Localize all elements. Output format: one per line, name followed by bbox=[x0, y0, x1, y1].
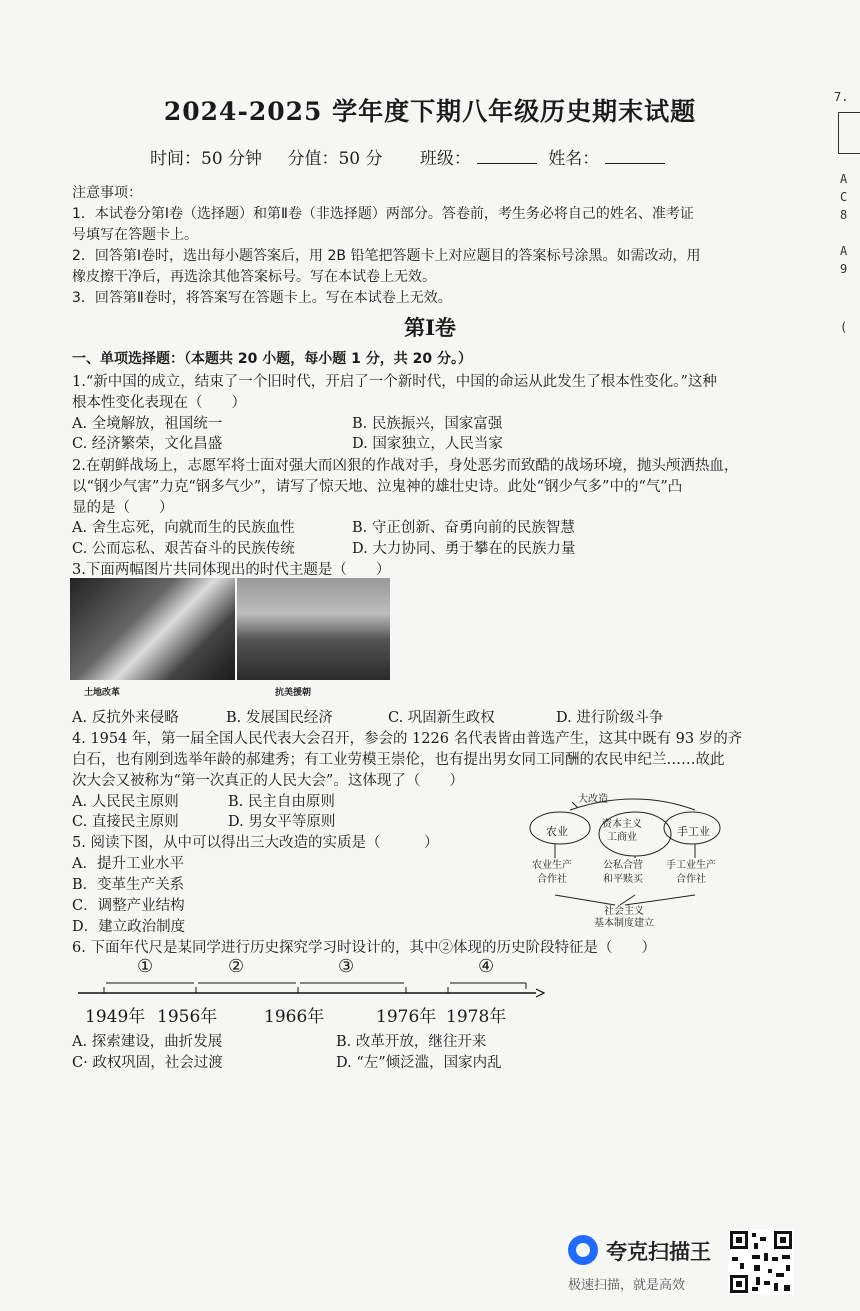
timeline-year: 1976年 bbox=[376, 1007, 437, 1027]
q1-line: 1.“新中国的成立，结束了一个旧时代，开启了一个新时代，中国的命运从此发生了根本性变化。”这种 bbox=[72, 374, 717, 390]
edge-fragment: A bbox=[840, 244, 848, 258]
q4-option-a: A. 人民民主原则 bbox=[72, 794, 179, 810]
photo-caption-1: 土地改革 bbox=[84, 688, 121, 698]
timeline-marker-2: ② bbox=[228, 956, 245, 977]
q1-option-b: B. 民族振兴，国家富强 bbox=[352, 416, 503, 432]
q5-option-c: C．调整产业结构 bbox=[72, 898, 185, 914]
edge-fragment: C bbox=[840, 190, 848, 204]
section-title: 第Ⅰ卷 bbox=[404, 315, 456, 340]
class-label: 班级： bbox=[419, 149, 471, 169]
q3-option-b: B. 发展国民经济 bbox=[226, 710, 333, 726]
diagram-node-handicraft: 手工业 bbox=[677, 825, 710, 838]
q6-option-d: D. “左”倾泛滥，国家内乱 bbox=[336, 1055, 502, 1071]
q6-option-c: C· 政权巩固，社会过渡 bbox=[72, 1055, 223, 1071]
q4-line: 白石，也有刚到选举年龄的郝建秀；有工业劳模王崇伦，也有提出男女同工同酬的农民申纪兰……故此 bbox=[72, 752, 725, 768]
timeline-year: 1949年 bbox=[85, 1007, 146, 1027]
q5-line: 5. 阅读下图，从中可以得出三大改造的实质是（ ） bbox=[72, 835, 439, 851]
q1-option-c: C. 经济繁荣，文化昌盛 bbox=[72, 436, 223, 452]
q4-line: 次大会又被称为“第一次真正的人民大会”。这体现了（ ） bbox=[72, 773, 464, 789]
q3-line: 3.下面两幅图片共同体现出的时代主题是（ ） bbox=[72, 562, 391, 578]
name-label: 姓名： bbox=[548, 149, 600, 169]
q6-option-a: A. 探索建设，曲折发展 bbox=[72, 1034, 223, 1050]
edge-fragment: 9 bbox=[840, 262, 848, 276]
timeline-year: 1966年 bbox=[264, 1007, 325, 1027]
scanner-logo-icon bbox=[568, 1235, 598, 1265]
part-heading: 一、单项选择题：（本题共 20 小题，每小题 1 分，共 20 分。） bbox=[72, 351, 472, 367]
notes-heading: 注意事项： bbox=[72, 185, 142, 201]
class-blank bbox=[477, 149, 537, 164]
qr-code-icon bbox=[728, 1229, 794, 1295]
timeline-year: 1978年 bbox=[446, 1007, 507, 1027]
diagram-node-capitalist: 资本主义 工商业 bbox=[602, 819, 642, 843]
exam-title: 2024-2025 学年度下期八年级历史期末试题 bbox=[163, 97, 697, 126]
adjacent-page-box bbox=[838, 112, 860, 154]
diagram-bottom-label: 社会主义 基本制度建立 bbox=[594, 906, 654, 929]
timeline-year: 1956年 bbox=[157, 1007, 218, 1027]
q4-line: 4. 1954 年，第一届全国人民代表大会召开，参会的 1226 名代表皆由普选产生，这其中既有 93 岁的齐 bbox=[72, 731, 743, 747]
diagram-node-agriculture: 农业 bbox=[546, 825, 568, 838]
q5-option-d: D．建立政治制度 bbox=[72, 919, 186, 935]
diagram-result-2: 公私合营 和平赎买 bbox=[603, 860, 643, 885]
note-line: 2．回答第Ⅰ卷时，选出每小题答案后，用 2B 铅笔把答题卡上对应题目的答案标号涂黑。如需改动，用 bbox=[72, 248, 701, 264]
note-line: 号填写在答题卡上。 bbox=[72, 227, 198, 243]
diagram-result-3: 手工业生产 合作社 bbox=[666, 860, 716, 885]
resist-us-aid-korea-photo bbox=[237, 578, 390, 680]
timeline-marker-3: ③ bbox=[338, 956, 355, 977]
timeline-marker-4: ④ bbox=[478, 956, 495, 977]
edge-fragment: ( bbox=[840, 320, 848, 334]
diagram-top-label: 大改造 bbox=[578, 794, 608, 805]
q2-line: 2.在朝鲜战场上，志愿军将士面对强大而凶狠的作战对手，身处恶劣而致酷的战场环境，抛头颅洒热血， bbox=[72, 458, 739, 474]
q1-option-a: A. 全境解放，祖国统一 bbox=[72, 416, 223, 432]
land-reform-photo bbox=[70, 578, 235, 680]
q3-option-c: C. 巩固新生政权 bbox=[388, 710, 495, 726]
q1-option-d: D. 国家独立，人民当家 bbox=[352, 436, 503, 452]
q2-option-b: B. 守正创新、奋勇向前的民族智慧 bbox=[352, 520, 575, 536]
q2-line: 以“钢少气害”力克“钢多气少”，请写了惊天地、泣鬼神的雄壮史诗。此处“钢少气多”中的“气”凸 bbox=[72, 479, 683, 495]
q2-option-d: D. 大力协同、勇于攀在的民族力量 bbox=[352, 541, 576, 557]
timeline-marker-1: ① bbox=[137, 956, 154, 977]
note-line: 1．本试卷分第Ⅰ卷（选择题）和第Ⅱ卷（非选择题）两部分。答卷前，考生务必将自己的姓名、准考证 bbox=[72, 206, 694, 222]
q5-option-b: B．变革生产关系 bbox=[72, 877, 185, 893]
time-label: 时间：50 分钟 bbox=[150, 149, 263, 169]
scanner-name: 夸克扫描王 bbox=[606, 1240, 711, 1264]
note-line: 3．回答第Ⅱ卷时，将答案写在答题卡上。写在本试卷上无效。 bbox=[72, 290, 452, 306]
q4-option-b: B. 民主自由原则 bbox=[228, 794, 335, 810]
edge-fragment: 7. bbox=[834, 90, 849, 104]
q2-line: 显的是（ ） bbox=[72, 500, 174, 516]
photo-caption-2: 抗美援朝 bbox=[275, 688, 312, 698]
q6-option-b: B. 改革开放，继往开来 bbox=[336, 1034, 487, 1050]
score-label: 分值：50 分 bbox=[287, 149, 383, 169]
q3-option-a: A. 反抗外来侵略 bbox=[72, 710, 179, 726]
q3-option-d: D. 进行阶级斗争 bbox=[556, 710, 664, 726]
edge-fragment: 8 bbox=[840, 208, 848, 222]
q6-line: 6. 下面年代尺是某同学进行历史探究学习时设计的，其中②体现的历史阶段特征是（ ） bbox=[72, 940, 656, 956]
edge-fragment: A bbox=[840, 172, 848, 186]
q4-option-c: C. 直接民主原则 bbox=[72, 814, 179, 830]
scanner-slogan: 极速扫描，就是高效 bbox=[568, 1278, 686, 1293]
q1-line: 根本性变化表现在（ ） bbox=[72, 395, 246, 411]
diagram-result-1: 农业生产 合作社 bbox=[532, 860, 572, 885]
q5-option-a: A．提升工业水平 bbox=[72, 856, 184, 872]
q2-option-c: C. 公而忘私、艰苦奋斗的民族传统 bbox=[72, 541, 295, 557]
q2-option-a: A. 舍生忘死，向就而生的民族血性 bbox=[72, 520, 295, 536]
exam-meta bbox=[150, 144, 671, 169]
q4-option-d: D. 男女平等原则 bbox=[228, 814, 336, 830]
name-blank bbox=[605, 149, 665, 164]
note-line: 橡皮擦干净后，再选涂其他答案标号。写在本试卷上无效。 bbox=[72, 269, 436, 285]
